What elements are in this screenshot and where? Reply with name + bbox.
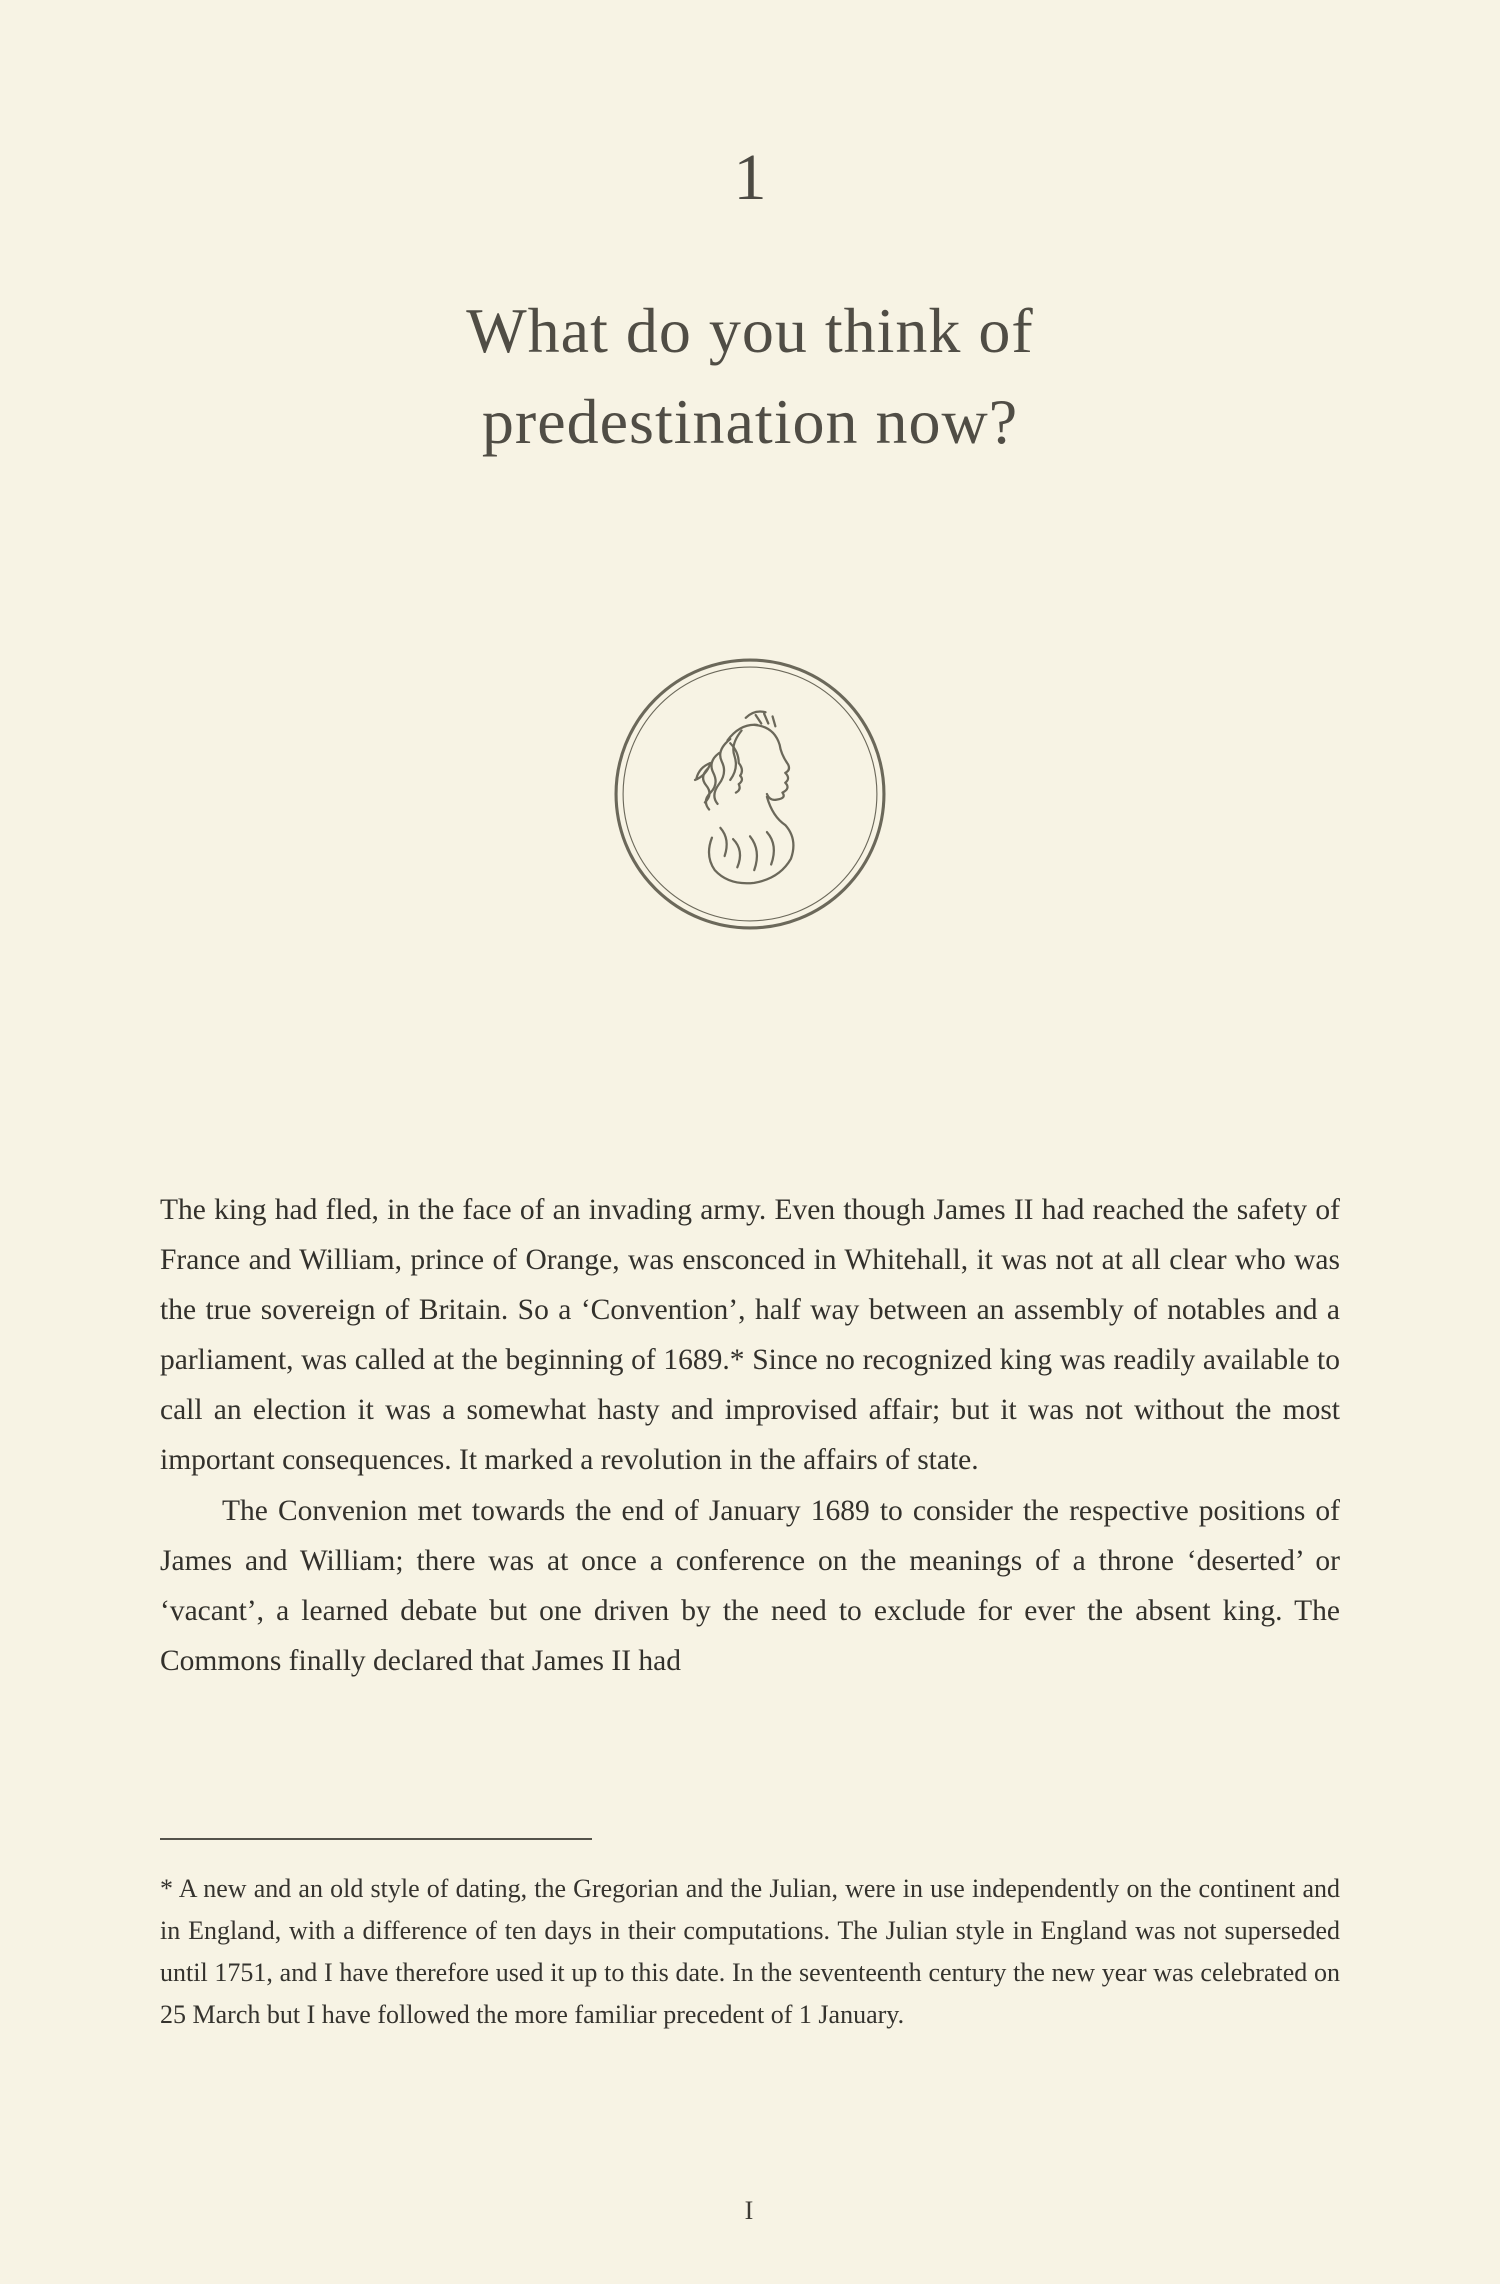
footnote-text: * A new and an old style of dating, the Gregorian and the Julian, were in use independently on the continent and in England, with a difference of ten days in their computations. The Julian style in England was not superseded until 1751, and I have therefore used it up to this date. In the seventeenth century the new year was celebrated on 25 March but I have followed the more familiar precedent of 1 January. [160,1874,1340,2030]
chapter-title: What do you think of predestination now? [466,295,1034,457]
footnote-divider [160,1838,592,1840]
coin-medallion-illustration [609,653,891,935]
footnote-block [160,1838,1340,2036]
page-number: I [744,2196,756,2225]
body-text [160,1185,1340,1686]
chapter-ornament [160,653,1340,940]
chapter-number: 1 [733,141,767,214]
paragraph-2: The Convenion met towards the end of January 1689 to consider the respective positions of James and William; there was at once a conference on the meanings of a throne ‘deserted’ or ‘vacant’, a learned debate but one driven by the need to exclude for ever the absent king. The Commons finally declared that James II had [160,1494,1340,1678]
paragraph-1: The king had fled, in the face of an invading army. Even though James II had reached the safety of France and William, prince of Orange, was ensconced in Whitehall, it was not at all clear who was the true sovereign of Britain. So a ‘Convention’, half way between an assembly of notables and a parliament, was called at the beginning of 1689.* Since no recognized king was readily available to call an election it was a somewhat hasty and improvised affair; but it was not without the most important consequences. It marked a revolution in the affairs of state. [160,1193,1340,1477]
page-content [160,0,1340,1686]
